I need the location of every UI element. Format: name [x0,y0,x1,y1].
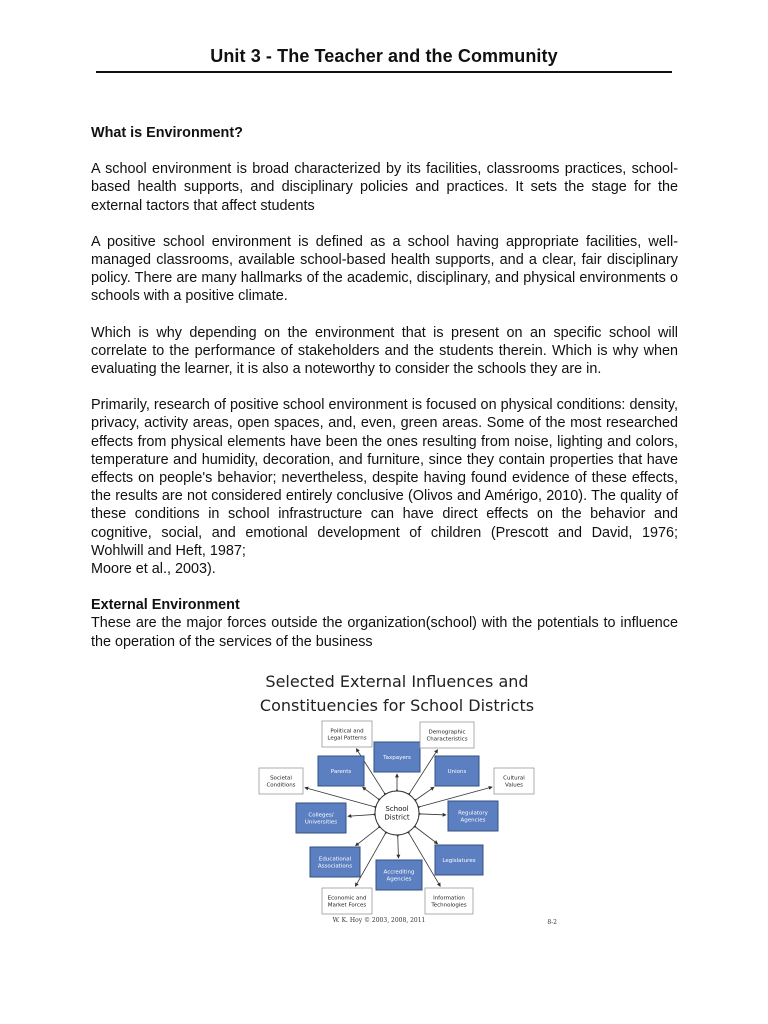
diagram-white-node-2-label-line-1: Demographic [428,729,466,736]
diagram-link-blue-8 [398,837,399,858]
diagram-blue-node-5-label-line-2: Agencies [460,817,486,824]
diagram-white-node-1-label-line-1: Political and [330,728,364,735]
diagram-title-line-1: Selected External Influences and [265,672,529,691]
diagram-slide-number: 8-2 [547,919,557,926]
diagram-title-line-2: Constituencies for School Districts [259,696,535,715]
diagram-link-blue-5 [421,814,446,815]
diagram-link-blue-7 [416,827,437,843]
paragraph-2: A positive school environment is defined as a school having appropriate facilities, well-managed classrooms, available school-based health supports, and a clear, fair disciplinary policy. There are many hallmarks of the academic, disciplinary, and physical environments o schools with a positive climate. [91,233,678,305]
diagram-blue-node-6-label-line-1: Educational [318,856,352,863]
diagram-white-node-4-label-line-1: Cultural [503,775,525,782]
diagram-blue-node-5-label-line-1: Regulatory [458,810,488,817]
diagram-white-node-6-label-line-2: Technologies [431,902,467,909]
diagram-white-node-3-label-line-2: Conditions [266,782,296,789]
diagram-white-node-4-label-line-2: Values [505,782,523,789]
diagram-blue-node-7-label-line-1: Legislatures [442,857,476,864]
diagram-blue-node-8-label-line-1: Accrediting [383,869,415,876]
diagram-link-blue-2 [363,787,378,798]
diagram-white-node-2-label-line-2: Characteristics [426,736,468,743]
paragraph-external: These are the major forces outside the organization(school) with the potentials to influence the operation of the services of the business [91,615,678,650]
paragraph-4-trailing: Moore et al., 2003). [91,561,216,578]
diagram-link-blue-4 [348,815,373,817]
paragraph-4: Primarily, research of positive school environment is focused on physical conditions: density, privacy, activity areas, open spaces, and, even, green areas. Some of the most researched effects from physical elements have been the ones resulting from noise, lighting and colors, temperature and humidity, decoration, and furniture, since they contain properties that have effects on people's behavior; nevertheless, despite having found evidence of these effects, the results are not considered entirely conclusive (Olivos and Amérigo, 2010). The quality of these conditions in school infrastructure can have direct effects on the behavior and cognitive, social, and emotional development of children (Prescott and David, 1976; Wohlwill and Heft, 1987; [91,397,678,559]
diagram-white-node-6-label-line-1: Information [433,895,465,902]
page-title: Unit 3 - The Teacher and the Community [210,46,558,66]
diagram-link-blue-6 [356,828,379,846]
diagram-white-node-3-label-line-1: Societal [270,775,292,782]
section-heading-external: External Environment [91,597,240,614]
diagram-center-label-line-1: School [385,805,409,814]
diagram-white-node-5-label-line-2: Market Forces [327,902,367,909]
diagram-svg [229,668,565,930]
diagram-white-node-1-label-line-2: Legal Patterns [327,735,367,742]
section-heading-environment: What is Environment? [91,125,243,141]
diagram-center-label-line-2: District [384,813,410,822]
diagram-white-node-5-label-line-1: Economic and [327,895,367,902]
diagram-link-blue-3 [417,787,434,799]
external-influences-diagram [229,668,565,930]
diagram-copyright: W. K. Hoy © 2003, 2008, 2011 [332,917,426,924]
paragraph-1: A school environment is broad characterized by its facilities, classrooms practices, school-based health supports, and disciplinary policies and practices. It sets the stage for the external tactors that affect students [91,161,678,214]
diagram-blue-node-8-label-line-2: Agencies [386,876,412,883]
paragraph-3: Which is why depending on the environment that is present on an specific school will correlate to the performance of stakeholders and the students therein. Which is why when evaluating the learner, it is also a noteworthy to consider the schools they are in. [91,324,678,378]
diagram-blue-node-4-label-line-1: Colleges/ [308,812,334,819]
document-body [91,124,678,651]
diagram-blue-node-4-label-line-2: Universities [304,819,338,826]
title-underline [96,71,672,73]
diagram-blue-node-1-label-line-1: Taxpayers [383,754,411,761]
diagram-blue-node-3-label-line-1: Unions [447,768,467,775]
diagram-blue-node-6-label-line-2: Associations [317,863,353,870]
diagram-blue-node-2-label-line-1: Parents [330,768,352,775]
